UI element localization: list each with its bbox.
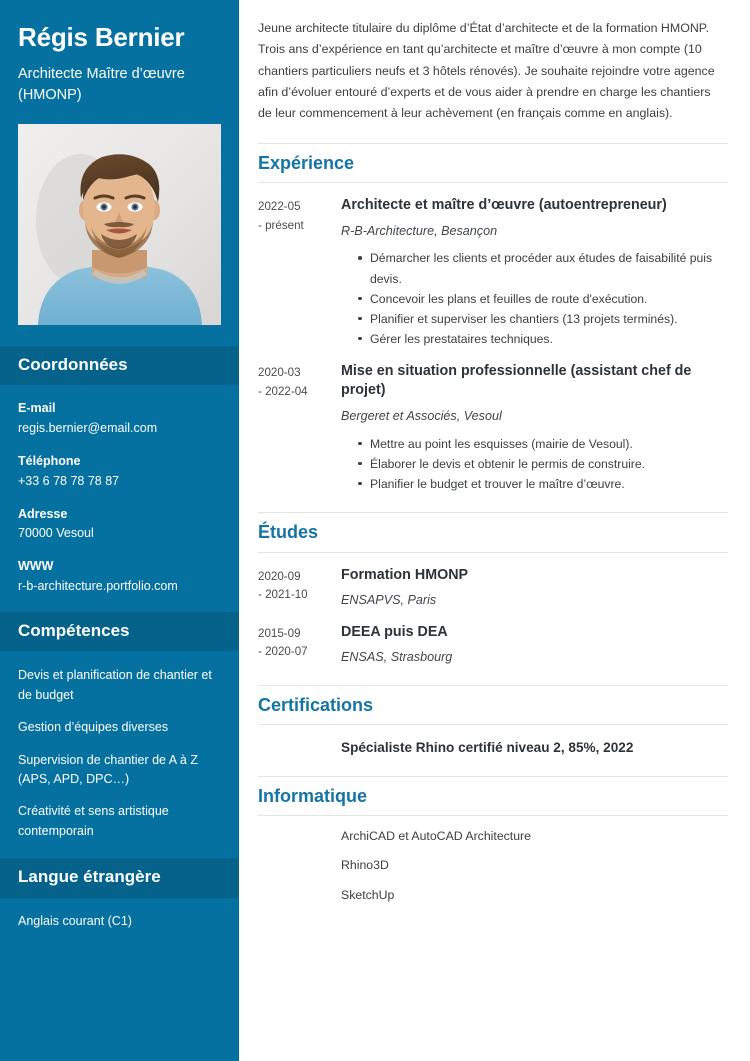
entry-date-end: - 2021-10 <box>258 588 308 602</box>
software-entry <box>258 845 728 874</box>
list-item: Planifier et superviser les chantiers (13 projets terminés). <box>358 309 728 329</box>
contact-value-www[interactable]: r-b-architecture.portfolio.com <box>18 579 178 594</box>
profile-photo-illustration <box>18 124 221 325</box>
entry-date-start: 2015-09 <box>258 626 301 640</box>
education-entry <box>258 553 728 610</box>
entry-date-range <box>258 196 341 349</box>
experience-entry <box>258 183 728 349</box>
contact-label-email: E-mail <box>18 401 56 416</box>
contact-label-phone: Téléphone <box>18 453 81 468</box>
section-certifications <box>258 685 728 758</box>
entry-body <box>341 362 728 494</box>
sidebar-section-header-languages: Langue étrangère <box>0 858 239 897</box>
list-item: Créativité et sens artistique contemporain <box>18 804 169 838</box>
contact-item-phone <box>18 452 221 491</box>
entry-date-start: 2022-05 <box>258 200 301 214</box>
entry-date-end: - 2022-04 <box>258 384 308 398</box>
contact-label-address: Adresse <box>18 506 68 521</box>
avatar <box>18 124 221 325</box>
entry-role: Architecte et maître d’œuvre (autoentrepreneur) <box>341 197 667 214</box>
entry-date-end: - présent <box>258 219 304 233</box>
languages-list <box>0 898 239 945</box>
identity-block <box>0 0 239 120</box>
entry-role: Mise en situation professionnelle (assistant chef de projet) <box>341 363 692 399</box>
list-item: Élaborer le devis et obtenir le permis de construire. <box>358 454 728 474</box>
software-label: SketchUp <box>341 887 395 902</box>
entry-institution: ENSAPVS, Paris <box>341 592 437 607</box>
sidebar-section-header-skills: Compétences <box>0 612 239 651</box>
software-label: Rhino3D <box>341 858 389 873</box>
entry-body <box>341 196 728 349</box>
list-item: Démarcher les clients et procéder aux études de faisabilité puis devis. <box>358 248 728 288</box>
date-column-spacer <box>258 828 341 845</box>
section-title-experience: Expérience <box>258 152 355 173</box>
contact-item-address <box>18 505 221 544</box>
contact-value-phone[interactable]: +33 6 78 78 78 87 <box>18 473 120 488</box>
section-education <box>258 512 728 667</box>
education-entry <box>258 610 728 667</box>
entry-date-range <box>258 362 341 494</box>
contact-item-email <box>18 399 221 438</box>
certification-label: Spécialiste Rhino certifié niveau 2, 85%, 2022 <box>341 740 634 756</box>
section-header <box>258 512 728 553</box>
contact-item-www <box>18 557 221 596</box>
contact-value-address: 70000 Vesoul <box>18 526 94 541</box>
entry-date-end: - 2020-07 <box>258 645 308 659</box>
main-content <box>239 0 750 1061</box>
section-header <box>258 685 728 726</box>
list-item: Supervision de chantier de A à Z (APS, APD, DPC…) <box>18 752 198 786</box>
list-item: Concevoir les plans et feuilles de route d'exécution. <box>358 289 728 309</box>
job-title: Architecte Maître d’œuvre (HMONP) <box>18 65 185 103</box>
list-item: Devis et planification de chantier et de budget <box>18 668 212 702</box>
certification-entry <box>258 725 728 757</box>
date-column-spacer <box>258 857 341 874</box>
software-label: ArchiCAD et AutoCAD Architecture <box>341 829 531 844</box>
section-title-certifications: Certifications <box>258 694 374 715</box>
contact-label-www: WWW <box>18 559 54 574</box>
page-title: Régis Bernier <box>18 22 185 52</box>
list-item: Mettre au point les esquisses (mairie de Vesoul). <box>358 434 728 454</box>
list-item: Planifier le budget et trouver le maître d’œuvre. <box>358 474 728 494</box>
contact-value-email[interactable]: regis.bernier@email.com <box>18 420 158 435</box>
entry-body <box>341 623 728 667</box>
list-item: Anglais courant (C1) <box>18 913 132 928</box>
entry-organization: Bergeret et Associés, Vesoul <box>341 408 502 423</box>
list-item: Gérer les prestataires techniques. <box>358 329 728 349</box>
entry-degree: DEEA puis DEA <box>341 623 448 640</box>
software-entry <box>258 875 728 904</box>
contact-list <box>0 385 239 612</box>
entry-organization: R-B-Architecture, Besançon <box>341 223 498 238</box>
entry-degree: Formation HMONP <box>341 566 469 583</box>
section-experience <box>258 143 728 494</box>
section-header <box>258 776 728 817</box>
sidebar-section-header-contact: Coordonnées <box>0 346 239 385</box>
section-software <box>258 776 728 904</box>
list-item: Gestion d’équipes diverses <box>18 720 169 735</box>
entry-institution: ENSAS, Strasbourg <box>341 649 453 664</box>
software-entry <box>258 816 728 845</box>
date-column-spacer <box>258 887 341 904</box>
date-column-spacer <box>258 738 341 757</box>
entry-bullet-list <box>341 248 728 349</box>
entry-date-range <box>258 566 341 610</box>
sidebar <box>0 0 239 1061</box>
entry-date-start: 2020-03 <box>258 366 301 380</box>
entry-bullet-list <box>341 434 728 494</box>
experience-entry <box>258 349 728 494</box>
entry-body <box>341 566 728 610</box>
section-title-software: Informatique <box>258 785 368 806</box>
section-title-education: Études <box>258 521 319 542</box>
section-header <box>258 143 728 184</box>
entry-date-start: 2020-09 <box>258 569 301 583</box>
profile-summary: Jeune architecte titulaire du diplôme d’État d’architecte et de la formation HMONP. Trois ans d’expérience en tant qu’architecte et maître d’œuvre à mon compte (10 chantiers particuliers neufs et 3 hôtels rénovés). Je souhaite rejoindre votre agence afin d’évoluer entouré d’experts et de vous aider à prendre en charge les chantiers de leur commencement à leur achèvement (en français comme en anglais). <box>258 21 715 121</box>
skills-list <box>0 651 239 858</box>
entry-date-range <box>258 623 341 667</box>
